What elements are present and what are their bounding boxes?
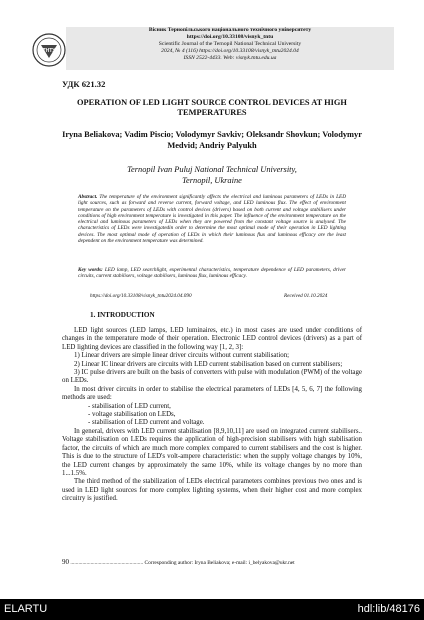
issue-info: 2024, № 4 (116) https://doi.org/10.33108/visnyk_tntu2024.04 [161, 48, 299, 54]
page-footer [62, 558, 362, 566]
university-logo-icon [32, 33, 66, 67]
paragraph: 1) Linear drivers are simple linear driver circuits without current stabilisation; [74, 352, 290, 360]
logo-text: ТНТУ [42, 48, 56, 54]
abstract [78, 194, 346, 244]
journal-name-ua: Вісник Тернопільського національного технічного університету [148, 27, 312, 33]
paragraph: 2) Linear IC linear drivers are circuits with LED current stabilisation based on current stabilisers; [74, 360, 343, 368]
paragraph: 3) IC pulse drivers are built on the basis of converters with pulse with modulation (PWM) of the voltage on LEDs. [62, 369, 362, 385]
paper-title: OPERATION OF LED LIGHT SOURCE CONTROL DEVICES AT HIGH TEMPERATURES [77, 98, 347, 117]
keywords-text: LED lamp, LED searchlight, experimental characteristics, temperature dependence of LED parameters, driver circuits, current stabilisers, voltage stabilisers, luminous flux, luminous efficacy. [78, 267, 346, 280]
list-item: - stabilisation of LED current, [88, 402, 171, 410]
paragraph: The third method of the stabilization of LEDs electrical parameters combines previous two ones and is used in LED light sources for more complex lighting systems, when their higher cost and more complex circuitry is justified. [62, 478, 362, 503]
keywords-label: Key words: [78, 267, 103, 273]
corresponding-author: ...................................................... Corresponding author: Iryna Beliakova; e-mail: i_belyakova@ukr.net [70, 560, 295, 566]
repository-bar [0, 599, 424, 620]
keywords [78, 267, 346, 280]
abstract-label: Abstract. [78, 194, 98, 200]
paragraph: In general, drivers with LED current stabilisation [8,9,10,11] are used on integrated current stabilisers.. Voltage stabilisation on LEDs requires the application of high-precision stabilisers with high stabilisation factor, the circuits of which are much more complex compared to current stabilisers and the cost is higher. This is due to the structure of LED's volt-ampere characteristic: when the supply voltage changes by 10%, the LED current changes by approximately the same 10%, while its voltage changes by no more than 1...1.5%. [62, 427, 362, 477]
paragraph: In most driver circuits in order to stabilise the electrical parameters of LEDs [4, 5, 6, 7] the following methods are used: [62, 385, 362, 402]
issn-info: ISSN 2522-4433. Web: visnyk.tntu.edu.ua [183, 55, 277, 61]
paragraph: LED light sources (LED lamps, LED luminaires, etc.) in most cases are used under conditions of changes in the temperature mode of their operation. Electronic LED control devices (drivers) as a part of LED lighting devices are classified in the following way [1, 2, 3]: [62, 327, 362, 351]
journal-doi: https://doi.org/10.33108/visnyk_tntu [186, 34, 274, 40]
abstract-text: The temperature of the environment significantly affects the electrical and luminous parameters of LEDs in LED light sources, such as forward and reverse current, forward voltage, and LED luminous flux. The effect of environment temperature on the parameters of LEDs with control devices (drivers) based on both current and voltage stabilisers under conditions of high environment temperature is investigated in this paper. The influence of the environment temperature on the electrical and luminous parameters of LEDs when they are powered from the constant voltage source is analysed. The characteristics of LEDs were investigatedin order to determine the most optimal mode of their operation in LED lighting devices. The most optimal mode of operation of LEDs in which their luminous flux and luminous efficacy are the least dependent on the environment temperature was determined. [78, 194, 346, 244]
list-item: - voltage stabilisation on LEDs, [88, 411, 176, 419]
journal-header [66, 27, 394, 70]
article-doi: https://doi.org/10.33108/visnyk_tntu2024.04.090 [90, 293, 192, 299]
list-item: - stabilisation of LED current and voltage. [88, 419, 205, 427]
affiliation-line-1: Ternopil Ivan Puluj National Technical University, [127, 165, 297, 174]
udc-code: УДК 621.32 [62, 79, 106, 89]
affiliation [54, 165, 370, 186]
body-text [62, 327, 362, 504]
section-heading: 1. INTRODUCTION [90, 311, 155, 319]
received-date: Received 01.10.2024 [284, 293, 328, 299]
journal-name-en: Scientific Journal of the Ternopil National Technical University [158, 41, 302, 47]
handle-id: hdl:lib/48176 [357, 603, 420, 615]
repository-name: ELARTU [4, 603, 48, 615]
author-list: Iryna Beliakova; Vadim Piscio; Volodymyr Savkiv; Oleksandr Shovkun; Volodymyr Medvid; Andriy Palyukh [62, 130, 362, 150]
page-number: 90 [62, 558, 69, 566]
affiliation-line-2: Ternopil, Ukraine [182, 175, 242, 185]
